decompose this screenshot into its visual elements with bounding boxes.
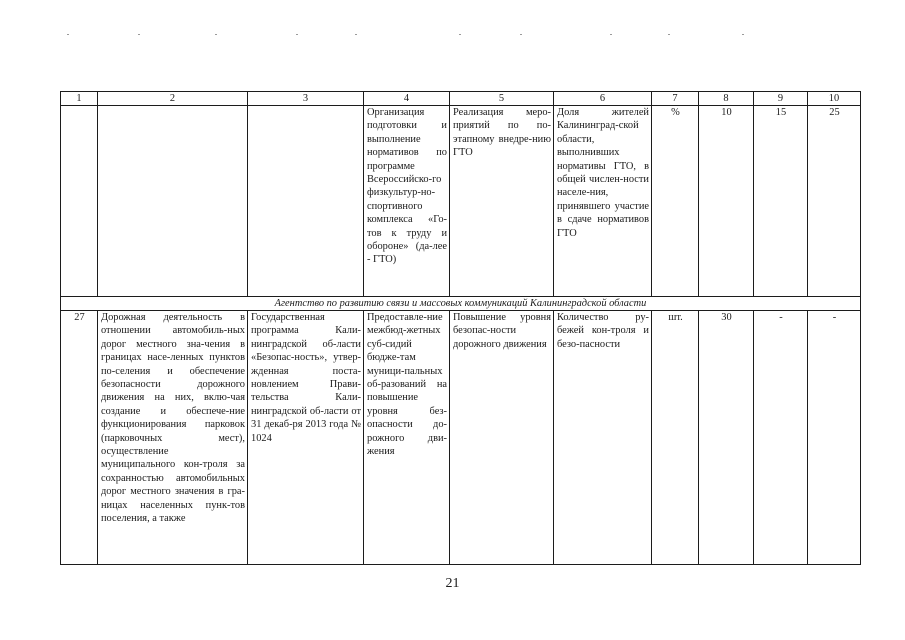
header-cell: 5 bbox=[450, 92, 554, 106]
unit-cell: шт. bbox=[652, 311, 699, 565]
activity-cell bbox=[98, 106, 248, 297]
scan-dots bbox=[0, 34, 905, 38]
value-cell: - bbox=[808, 311, 861, 565]
value-cell: - bbox=[754, 311, 808, 565]
value-cell: 30 bbox=[699, 311, 754, 565]
goal-cell: Реализация меро-приятий по по-этапному внедре-нию ГТО bbox=[450, 106, 554, 297]
measure-cell: Организация подготовки и выполнение нормативов по программе Всероссийско-го физкультур-но-спортивного комплекса «Го-тов к труду и обороне» (да-лее - ГТО) bbox=[364, 106, 450, 297]
value-cell: 10 bbox=[699, 106, 754, 297]
header-cell: 4 bbox=[364, 92, 450, 106]
header-cell: 1 bbox=[61, 92, 98, 106]
indicator-cell: Количество ру-бежей кон-троля и безо-пасности bbox=[554, 311, 652, 565]
value-cell: 15 bbox=[754, 106, 808, 297]
header-cell: 7 bbox=[652, 92, 699, 106]
program-table bbox=[60, 91, 861, 565]
header-cell: 9 bbox=[754, 92, 808, 106]
header-cell: 3 bbox=[248, 92, 364, 106]
goal-cell: Повышение уровня безопас-ности дорожного движения bbox=[450, 311, 554, 565]
agency-title: Агентство по развитию связи и массовых коммуникаций Калининградской области bbox=[61, 297, 861, 311]
value-cell: 25 bbox=[808, 106, 861, 297]
row-number-cell bbox=[61, 106, 98, 297]
activity-cell: Дорожная деятельность в отношении автомобиль-ных дорог местного зна-чения в границах насе-ленных пунктов по-селения и обеспечение безопасности дорожного движения на них, вклю-чая создание и обеспече-ние функционирования парковок (парковочных мест), осуществление муниципального кон-троля за сохранностью автомобильных дорог местного значения в гра-ницах населенных пунк-тов поселения, а также bbox=[98, 311, 248, 565]
column-number-row bbox=[61, 92, 861, 106]
header-cell: 2 bbox=[98, 92, 248, 106]
unit-cell: % bbox=[652, 106, 699, 297]
program-cell bbox=[248, 106, 364, 297]
row-number-cell: 27 bbox=[61, 311, 98, 565]
page-number: 21 bbox=[445, 576, 460, 591]
measure-cell: Предоставле-ние межбюд-жетных суб-сидий бюдже-там муници-пальных об-разований на повышение уровня без-опасности до-рожного дви-жения bbox=[364, 311, 450, 565]
section-header-row bbox=[61, 297, 861, 311]
header-cell: 8 bbox=[699, 92, 754, 106]
program-cell: Государственная программа Кали-нинградской об-ласти «Безопас-ность», утвер-жденная поста-новлением Прави-тельства Кали-нинградской об-ласти от 31 декаб-ря 2013 года № 1024 bbox=[248, 311, 364, 565]
header-cell: 10 bbox=[808, 92, 861, 106]
table-row bbox=[61, 106, 861, 297]
table-row bbox=[61, 311, 861, 565]
indicator-cell: Доля жителей Калининград-ской области, выполнивших нормативы ГТО, в общей числен-ности населе-ния, принявшего участие в сдаче нормативов ГТО bbox=[554, 106, 652, 297]
header-cell: 6 bbox=[554, 92, 652, 106]
